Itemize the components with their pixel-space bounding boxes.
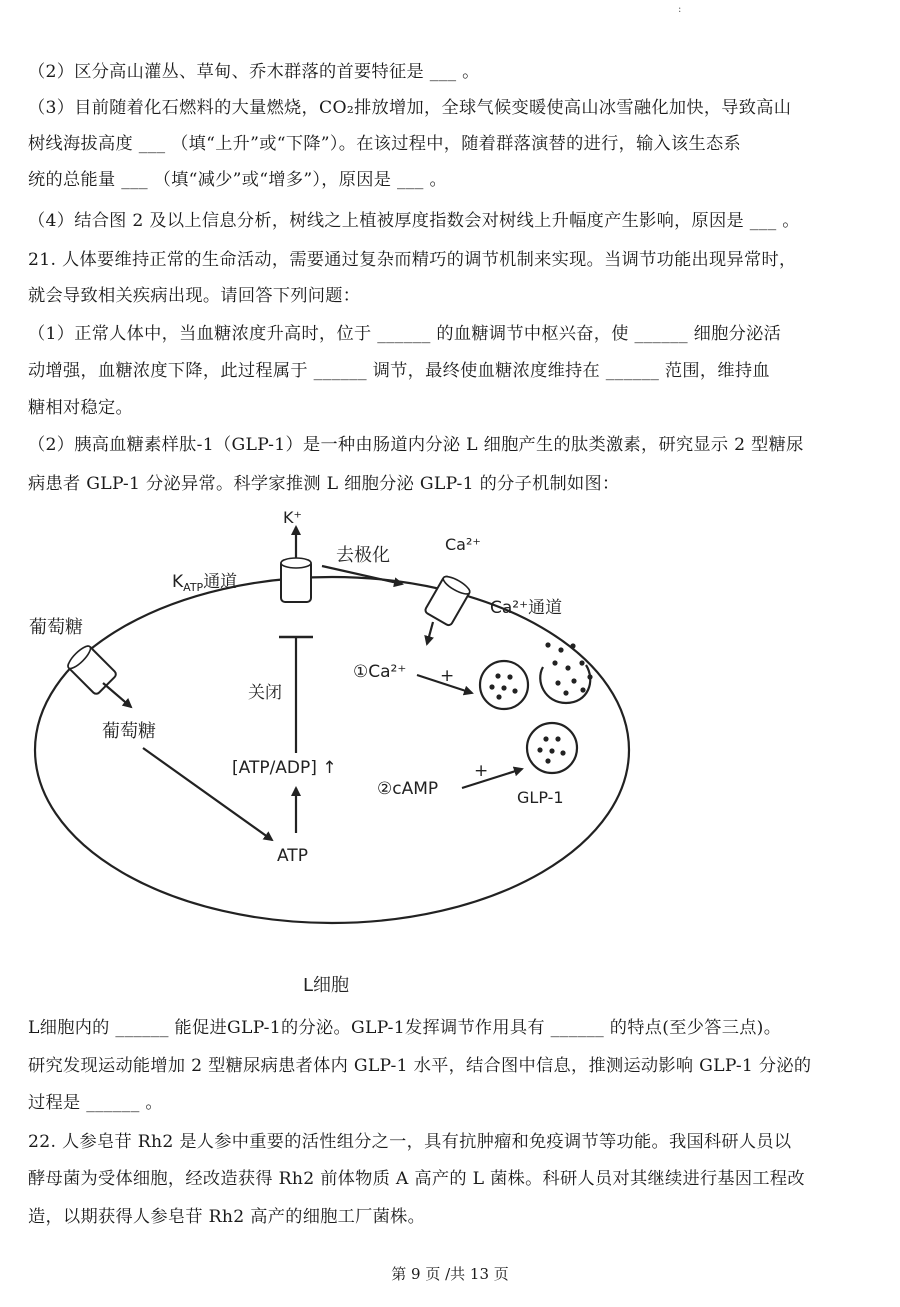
glucose-influx-arrow bbox=[103, 683, 131, 707]
page-footer: 第 9 页 /共 13 页 bbox=[391, 1265, 509, 1283]
question-21-intro-2: 就会导致相关疾病出现。请回答下列问题： bbox=[28, 286, 361, 306]
plus-1-label: + bbox=[440, 666, 455, 686]
page-corner-mark: : bbox=[678, 4, 682, 15]
atp-adp-ratio-label: [ATP/ADP] ↑ bbox=[232, 758, 337, 778]
question-20-3-line-3: 统的总能量 ___ （填“减少”或“增多”），原因是 ___ 。 bbox=[28, 170, 447, 190]
closed-label: 关闭 bbox=[248, 683, 282, 703]
question-21-2-line-1: （2）胰高血糖素样肽-1（GLP-1）是一种由肠道内分泌 L 细胞产生的肽类激素，研究显示 2 型糖尿 bbox=[28, 435, 804, 455]
l-cell-label: L细胞 bbox=[303, 975, 350, 996]
katp-channel-icon bbox=[281, 558, 311, 602]
exocytosis-vesicle bbox=[540, 642, 592, 703]
question-22-line-3: 造，以期获得人参皂苷 Rh2 高产的细胞工厂菌株。 bbox=[28, 1207, 426, 1227]
glp1-label: GLP-1 bbox=[517, 788, 564, 807]
camp-label: ②cAMP bbox=[377, 779, 439, 799]
question-20-2: （2）区分高山灌丛、草甸、乔木群落的首要特征是 ___ 。 bbox=[28, 62, 480, 82]
question-21-1-line-2: 动增强，血糖浓度下降，此过程属于 ______ 调节，最终使血糖浓度维持在 ______ 范围，维持血 bbox=[28, 361, 770, 381]
question-21-2-line-5: 过程是 ______ 。 bbox=[28, 1093, 163, 1113]
question-20-4: （4）结合图 2 及以上信息分析，树线之上植被厚度指数会对树线上升幅度产生影响，原因是 ___ 。 bbox=[28, 211, 800, 231]
question-20-3-line-2: 树线海拔高度 ___ （填“上升”或“下降”）。在该过程中，随着群落演替的进行，输入该生态系 bbox=[28, 134, 741, 154]
camp-to-vesicle-arrow bbox=[462, 769, 522, 788]
question-20-3-line-1: （3）目前随着化石燃料的大量燃烧，CO₂排放增加，全球气候变暖使高山冰雪融化加快，导致高山 bbox=[28, 98, 792, 118]
ca-channel-icon bbox=[424, 573, 472, 626]
ca-ion-top-label: Ca²⁺ bbox=[445, 535, 481, 554]
question-21-intro-1: 21. 人体要维持正常的生命活动，需要通过复杂而精巧的调节机制来实现。当调节功能出现异常时， bbox=[28, 250, 797, 270]
glp1-vesicle-1 bbox=[480, 661, 528, 709]
atp-label: ATP bbox=[277, 846, 308, 866]
glucose-outside-label: 葡萄糖 bbox=[29, 617, 83, 638]
glp1-secretion-diagram bbox=[0, 505, 900, 1005]
plus-2-label: + bbox=[474, 761, 489, 781]
question-21-1-line-3: 糖相对稳定。 bbox=[28, 398, 133, 418]
question-21-1-line-1: （1）正常人体中，当血糖浓度升高时，位于 ______ 的血糖调节中枢兴奋，使 ______ 细胞分泌活 bbox=[28, 324, 782, 344]
ca-channel-label: Ca²⁺通道 bbox=[490, 598, 563, 618]
question-21-2-line-4: 研究发现运动能增加 2 型糖尿病患者体内 GLP-1 水平，结合图中信息，推测运动影响 GLP-1 分泌的 bbox=[28, 1056, 812, 1076]
question-22-line-2: 酵母菌为受体细胞，经改造获得 Rh2 前体物质 A 高产的 L 菌株。科研人员对其继续进行基因工程改 bbox=[28, 1169, 805, 1189]
glucose-inside-label: 葡萄糖 bbox=[102, 721, 156, 742]
question-21-2-line-3: L细胞内的 ______ 能促进GLP-1的分泌。GLP-1发挥调节作用具有 ______ 的特点(至少答三点)。 bbox=[28, 1018, 782, 1038]
glp1-vesicle-2 bbox=[527, 723, 577, 773]
ca-inside-label: ①Ca²⁺ bbox=[353, 662, 407, 682]
ca-influx-arrow bbox=[427, 622, 433, 644]
katp-channel-label: $K_{ATP}$通道 bbox=[172, 572, 238, 594]
depolarization-arrow bbox=[322, 566, 402, 584]
k-ion-label: K⁺ bbox=[283, 508, 302, 527]
question-21-2-line-2: 病患者 GLP-1 分泌异常。科学家推测 L 细胞分泌 GLP-1 的分子机制如图： bbox=[28, 474, 620, 494]
question-22-line-1: 22. 人参皂苷 Rh2 是人参中重要的活性组分之一，具有抗肿瘤和免疫调节等功能。我国科研人员以 bbox=[28, 1132, 792, 1152]
depolarization-label: 去极化 bbox=[336, 545, 390, 566]
